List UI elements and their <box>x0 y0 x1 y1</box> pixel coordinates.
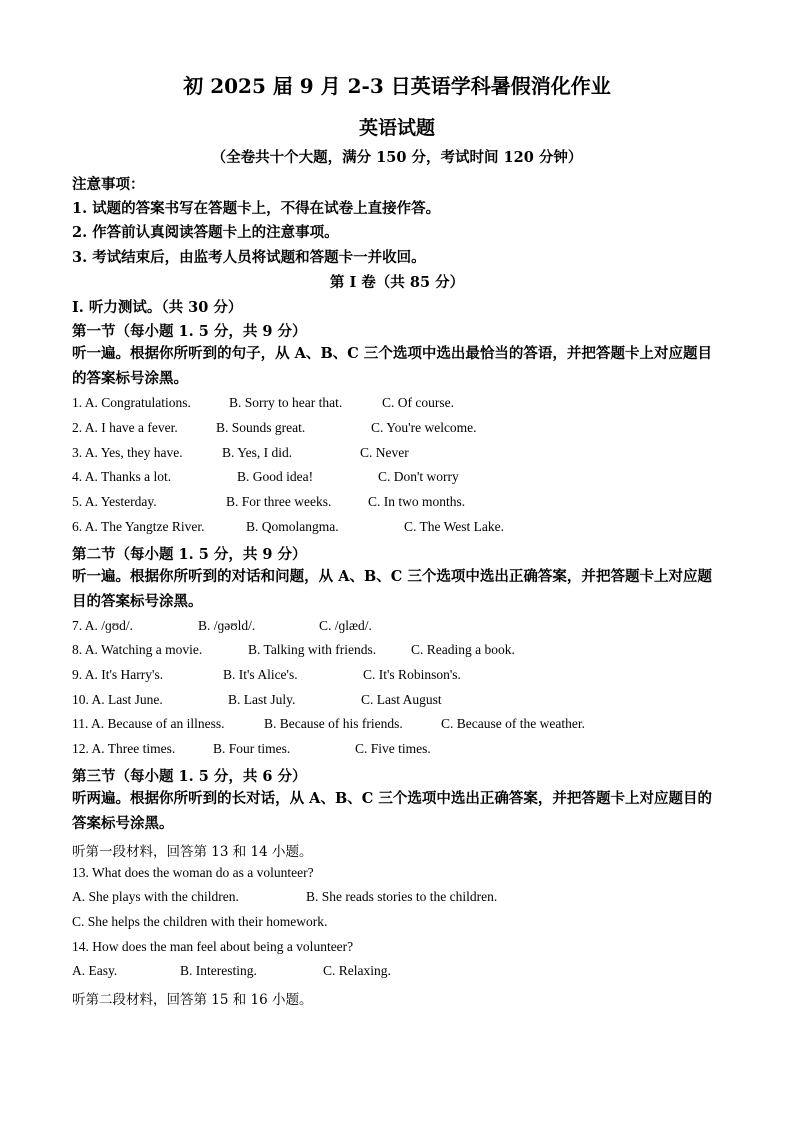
notice-item: 3. 考试结束后，由监考人员将试题和答题卡一并收回。 <box>72 249 426 266</box>
option-c: C. She helps the children with their homework. <box>72 914 328 929</box>
exam-info: （全卷共十个大题，满分 150 分，考试时间 120 分钟） <box>211 149 583 166</box>
option-a: A. She plays with the children. <box>72 889 239 904</box>
option-b: B. Yes, I did. <box>222 445 293 460</box>
volume-heading: 第 I 卷（共 85 分） <box>329 274 465 291</box>
option-b: B. Last July. <box>228 692 296 707</box>
option-a: 3. A. Yes, they have. <box>72 445 183 460</box>
option-a: 5. A. Yesterday. <box>72 494 157 509</box>
option-b: B. Good idea! <box>237 469 314 484</box>
option-a: 4. A. Thanks a lot. <box>72 469 172 484</box>
option-c: C. Relaxing. <box>323 963 391 978</box>
option-c: C. Don't worry <box>378 469 459 484</box>
option-b: B. Talking with friends. <box>248 642 377 657</box>
option-b: B. She reads stories to the children. <box>306 889 498 904</box>
material-note: 听第一段材料，回答第 13 和 14 小题。 <box>72 844 313 860</box>
option-b: B. Sorry to hear that. <box>229 395 343 410</box>
exam-subtitle: 英语试题 <box>358 117 435 139</box>
option-c: C. You're welcome. <box>371 420 477 435</box>
exam-title: 初 2025 届 9 月 2-3 日英语学科暑假消化作业 <box>183 74 611 98</box>
option-a: 8. A. Watching a movie. <box>72 642 203 657</box>
option-b: B. Four times. <box>213 741 291 756</box>
question-stem: 13. What does the woman do as a volunteer? <box>72 865 314 880</box>
option-b: B. For three weeks. <box>226 494 332 509</box>
option-c: C. Because of the weather. <box>441 716 585 731</box>
option-a: 10. A. Last June. <box>72 692 163 707</box>
option-b: B. Because of his friends. <box>264 716 403 731</box>
option-c: C. Five times. <box>355 741 431 756</box>
option-b: B. Interesting. <box>180 963 257 978</box>
notice-item: 2. 作答前认真阅读答题卡上的注意事项。 <box>72 224 339 241</box>
material-note: 听第二段材料，回答第 15 和 16 小题。 <box>72 992 313 1008</box>
option-b: B. /ɡəʊld/. <box>198 618 256 633</box>
section-instruction: 听一遍。根据你所听到的对话和问题，从 A、B、C 三个选项中选出正确答案，并把答题卡上对应题目的答案标号涂黑。 <box>72 568 712 610</box>
option-c: C. Last August <box>361 692 442 707</box>
option-a: 11. A. Because of an illness. <box>72 716 225 731</box>
option-c: C. Of course. <box>382 395 454 410</box>
section-instruction: 听两遍。根据你所听到的长对话，从 A、B、C 三个选项中选出正确答案，并把答题卡上对应题目的答案标号涂黑。 <box>72 790 712 832</box>
option-a: 9. A. It's Harry's. <box>72 667 164 682</box>
option-c: C. It's Robinson's. <box>363 667 461 682</box>
option-c: C. The West Lake. <box>404 519 505 534</box>
option-c: C. /ɡlæd/. <box>319 618 372 633</box>
option-c: C. Reading a book. <box>411 642 515 657</box>
section-heading: 第二节（每小题 1. 5 分，共 9 分） <box>72 546 307 563</box>
option-c: C. Never <box>360 445 409 460</box>
section-heading: 第三节（每小题 1. 5 分，共 6 分） <box>72 768 307 785</box>
section-instruction: 听一遍。根据你所听到的句子，从 A、B、C 三个选项中选出最恰当的答语，并把答题卡上对应题目的答案标号涂黑。 <box>72 345 712 387</box>
section-heading: 第一节（每小题 1. 5 分，共 9 分） <box>72 323 307 340</box>
option-b: B. Sounds great. <box>216 420 306 435</box>
option-a: 7. A. /ɡʊd/. <box>72 618 134 633</box>
notice-item: 1. 试题的答案书写在答题卡上，不得在试卷上直接作答。 <box>72 200 441 217</box>
option-a: 1. A. Congratulations. <box>72 395 191 410</box>
option-b: B. Qomolangma. <box>246 519 339 534</box>
option-a: A. Easy. <box>72 963 118 978</box>
notice-heading: 注意事项： <box>72 176 145 193</box>
option-a: 6. A. The Yangtze River. <box>72 519 205 534</box>
part-heading: I. 听力测试。（共 30 分） <box>72 299 243 316</box>
option-a: 12. A. Three times. <box>72 741 176 756</box>
option-a: 2. A. I have a fever. <box>72 420 178 435</box>
question-stem: 14. How does the man feel about being a volunteer? <box>72 939 354 954</box>
option-c: C. In two months. <box>368 494 466 509</box>
option-b: B. It's Alice's. <box>223 667 298 682</box>
